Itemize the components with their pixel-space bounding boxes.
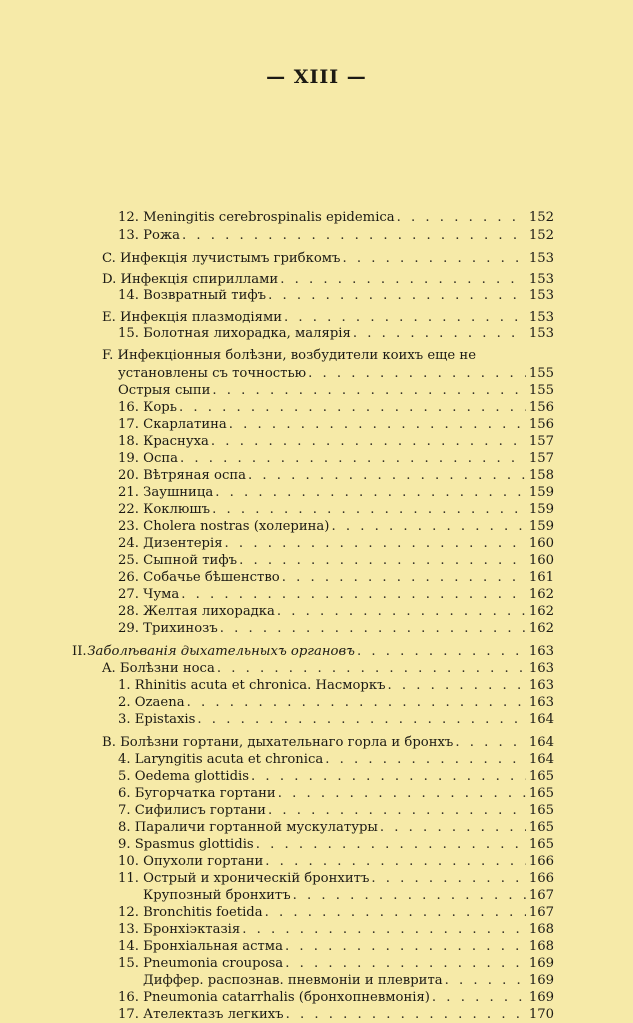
toc-label: установлены съ точностью: [118, 366, 307, 381]
toc-row: [118, 449, 554, 467]
toc-row: [118, 602, 554, 620]
leader-dots: [179, 400, 526, 416]
toc-row: [118, 534, 554, 552]
toc-label: 21. Заушница: [118, 485, 214, 500]
leader-dots: [445, 973, 526, 989]
toc-page: 152: [528, 228, 554, 243]
toc-page: 165: [528, 820, 554, 835]
toc-row: [118, 364, 554, 382]
toc-row: [118, 483, 554, 501]
toc-row: [118, 784, 554, 802]
toc-page: 163: [528, 678, 554, 693]
toc-page: 153: [528, 272, 554, 287]
toc-page: 165: [528, 837, 554, 852]
leader-dots: [357, 644, 526, 660]
toc-row: [118, 903, 554, 921]
toc-label: E. Инфекція плазмодіями: [102, 310, 283, 325]
toc-row: [118, 767, 554, 785]
leader-dots: [285, 939, 526, 955]
toc-row: [118, 551, 554, 569]
toc-row: [118, 835, 554, 853]
leader-dots: [397, 210, 526, 226]
leader-dots: [225, 536, 526, 552]
leader-dots: [286, 1007, 526, 1023]
leader-dots: [293, 888, 526, 904]
toc-row: [118, 988, 554, 1006]
toc-label: 10. Опухоли гортани: [118, 854, 264, 869]
toc-page: 164: [528, 752, 554, 767]
toc-row: [102, 346, 554, 364]
toc-label: 16. Pneumonia catarrhalis (бронхопневмонія): [118, 990, 430, 1005]
leader-dots: [455, 735, 526, 751]
toc-page: 163: [528, 644, 554, 659]
toc-page: 169: [528, 990, 554, 1005]
toc-label: 12. Bronchitis foetida: [118, 905, 263, 920]
toc-page: 165: [528, 803, 554, 818]
toc-label: 14. Бронхіальная астма: [118, 939, 283, 954]
toc-row: [102, 249, 554, 267]
toc-label: 23. Cholera nostras (холерина): [118, 519, 330, 534]
toc-row: [118, 466, 554, 484]
leader-dots: [353, 326, 526, 342]
toc-page: 159: [528, 485, 554, 500]
toc-page: 162: [528, 621, 554, 636]
leader-dots: [268, 803, 526, 819]
leader-dots: [380, 820, 526, 836]
toc-label: 5. Oedema glottidis: [118, 769, 250, 784]
toc-row: [118, 381, 554, 399]
toc-page: 153: [528, 251, 554, 266]
toc-page: 168: [528, 922, 554, 937]
toc-page: 160: [528, 536, 554, 551]
toc-row: [118, 208, 554, 226]
toc-label: 15. Болотная лихорадка, малярія: [118, 326, 351, 341]
toc-label: 20. Вѣтряная оспа: [118, 468, 247, 483]
leader-dots: [248, 468, 526, 484]
toc-row: [118, 568, 554, 586]
toc-page: 166: [528, 871, 554, 886]
toc-row: [118, 517, 554, 535]
leader-dots: [212, 502, 526, 518]
toc-row: [118, 852, 554, 870]
toc-label: C. Инфекція лучистымъ грибкомъ: [102, 251, 341, 266]
toc-row: [118, 226, 554, 244]
toc-label: 11. Острый и хроническій бронхитъ: [118, 871, 370, 886]
toc-label: 18. Краснуха: [118, 434, 209, 449]
toc-label: D. Инфекція спириллами: [102, 272, 279, 287]
leader-dots: [220, 621, 526, 637]
toc-label: 6. Бугорчатка гортани: [118, 786, 276, 801]
toc-label: 14. Возвратный тифъ: [118, 288, 267, 303]
leader-dots: [342, 251, 526, 267]
toc-row: [102, 659, 554, 677]
toc-label: 1. Rhinitis acuta et chronica. Насморкъ: [118, 678, 386, 693]
leader-dots: [371, 871, 526, 887]
leader-dots: [181, 587, 526, 603]
toc-page: 159: [528, 502, 554, 517]
toc-label: 4. Laryngitis acuta et chronica: [118, 752, 324, 767]
toc-page: 165: [528, 769, 554, 784]
leader-dots: [285, 956, 526, 972]
toc-page: 156: [528, 400, 554, 415]
toc-label: Острыя сыпи: [118, 383, 211, 398]
leader-dots: [229, 417, 526, 433]
toc-page: 170: [528, 1007, 554, 1022]
toc-row: [118, 954, 554, 972]
toc-label: 3. Epistaxis: [118, 712, 196, 727]
toc-page: 167: [528, 905, 554, 920]
leader-dots: [197, 712, 526, 728]
leader-dots: [325, 752, 526, 768]
toc-row: [118, 937, 554, 955]
leader-dots: [331, 519, 526, 535]
leader-dots: [217, 661, 526, 677]
leader-dots: [268, 288, 526, 304]
leader-dots: [187, 695, 526, 711]
leader-dots: [277, 604, 526, 620]
toc-label: 28. Желтая лихорадка: [118, 604, 275, 619]
leader-dots: [256, 837, 526, 853]
toc-page: 166: [528, 854, 554, 869]
toc-row: [118, 710, 554, 728]
leader-dots: [278, 786, 526, 802]
toc-page: 155: [528, 366, 554, 381]
toc-label: Заболѣванія дыхательныхъ органовъ: [87, 644, 355, 659]
page-header: — XIII —: [266, 66, 367, 88]
leader-dots: [239, 553, 526, 569]
leader-dots: [432, 990, 526, 1006]
toc-page: 163: [528, 661, 554, 676]
toc-page: 152: [528, 210, 554, 225]
leader-dots: [182, 228, 526, 244]
leader-dots: [212, 383, 526, 399]
toc-row: [118, 398, 554, 416]
toc-page: 169: [528, 956, 554, 971]
toc-row: [118, 801, 554, 819]
toc-label: 7. Сифилисъ гортани: [118, 803, 266, 818]
toc-row: [118, 676, 554, 694]
toc-page: 165: [528, 786, 554, 801]
toc-page: 157: [528, 451, 554, 466]
toc-row: [143, 886, 554, 904]
toc-row: [118, 432, 554, 450]
leader-dots: [251, 769, 526, 785]
toc-page: 159: [528, 519, 554, 534]
toc-row: [118, 286, 554, 304]
toc-page: 153: [528, 310, 554, 325]
toc-page: 169: [528, 973, 554, 988]
toc-page: 162: [528, 604, 554, 619]
leader-dots: [242, 922, 526, 938]
toc-row: [118, 693, 554, 711]
toc-label: 9. Spasmus glottidis: [118, 837, 254, 852]
toc-label: F. Инфекціонныя болѣзни, возбудители коихъ еще не: [102, 348, 476, 363]
toc-label: 29. Трихинозъ: [118, 621, 218, 636]
toc-row: [118, 750, 554, 768]
toc-row: [72, 642, 554, 660]
leader-dots: [180, 451, 526, 467]
toc-page: 164: [528, 712, 554, 727]
toc-label: 27. Чума: [118, 587, 180, 602]
toc-page: 163: [528, 695, 554, 710]
toc-section-number: II.: [72, 644, 87, 659]
leader-dots: [211, 434, 526, 450]
toc-label: 25. Сыпной тифъ: [118, 553, 238, 568]
toc-page: 153: [528, 326, 554, 341]
toc-row: [118, 869, 554, 887]
leader-dots: [265, 905, 526, 921]
toc-page: 167: [528, 888, 554, 903]
toc-label: 16. Корь: [118, 400, 177, 415]
toc-label: 22. Коклюшъ: [118, 502, 211, 517]
toc-label: A. Болѣзни носа: [102, 661, 215, 676]
toc-label: 19. Оспа: [118, 451, 179, 466]
toc-row: [118, 920, 554, 938]
toc-label: 8. Параличи гортанной мускулатуры: [118, 820, 378, 835]
leader-dots: [308, 366, 526, 382]
toc-page: 157: [528, 434, 554, 449]
toc-page: 160: [528, 553, 554, 568]
toc-row: [118, 500, 554, 518]
toc-label: 17. Скарлатина: [118, 417, 227, 432]
toc-page: 153: [528, 288, 554, 303]
leader-dots: [265, 854, 526, 870]
toc-page: 162: [528, 587, 554, 602]
toc-label: 13. Бронхіэктазія: [118, 922, 241, 937]
toc-row: [143, 971, 554, 989]
toc-label: B. Болѣзни гортани, дыхательнаго горла и бронхъ: [102, 735, 454, 750]
toc-row: [118, 619, 554, 637]
leader-dots: [387, 678, 526, 694]
toc-page: 156: [528, 417, 554, 432]
toc-label: Диффер. распознав. пневмоніи и плеврита: [143, 973, 443, 988]
toc-label: 24. Дизентерія: [118, 536, 223, 551]
toc-row: [102, 733, 554, 751]
toc-label: 13. Рожа: [118, 228, 180, 243]
toc-label: 17. Ателектазъ легкихъ: [118, 1007, 284, 1022]
toc-label: 26. Собачье бѣшенство: [118, 570, 280, 585]
leader-dots: [282, 570, 526, 586]
toc-label: 15. Pneumonia crouposa: [118, 956, 284, 971]
toc-row: [118, 585, 554, 603]
toc-page: 161: [528, 570, 554, 585]
toc-page: 155: [528, 383, 554, 398]
toc-page: 158: [528, 468, 554, 483]
toc-page: 168: [528, 939, 554, 954]
toc-row: [118, 415, 554, 433]
toc-label: Крупозный бронхитъ: [143, 888, 291, 903]
toc-row: [118, 324, 554, 342]
toc-row: [118, 1005, 554, 1023]
toc-label: 12. Meningitis cerebrospinalis epidemica: [118, 210, 395, 225]
toc-label: 2. Ozaena: [118, 695, 185, 710]
leader-dots: [215, 485, 526, 501]
toc-row: [118, 818, 554, 836]
toc-page: 164: [528, 735, 554, 750]
